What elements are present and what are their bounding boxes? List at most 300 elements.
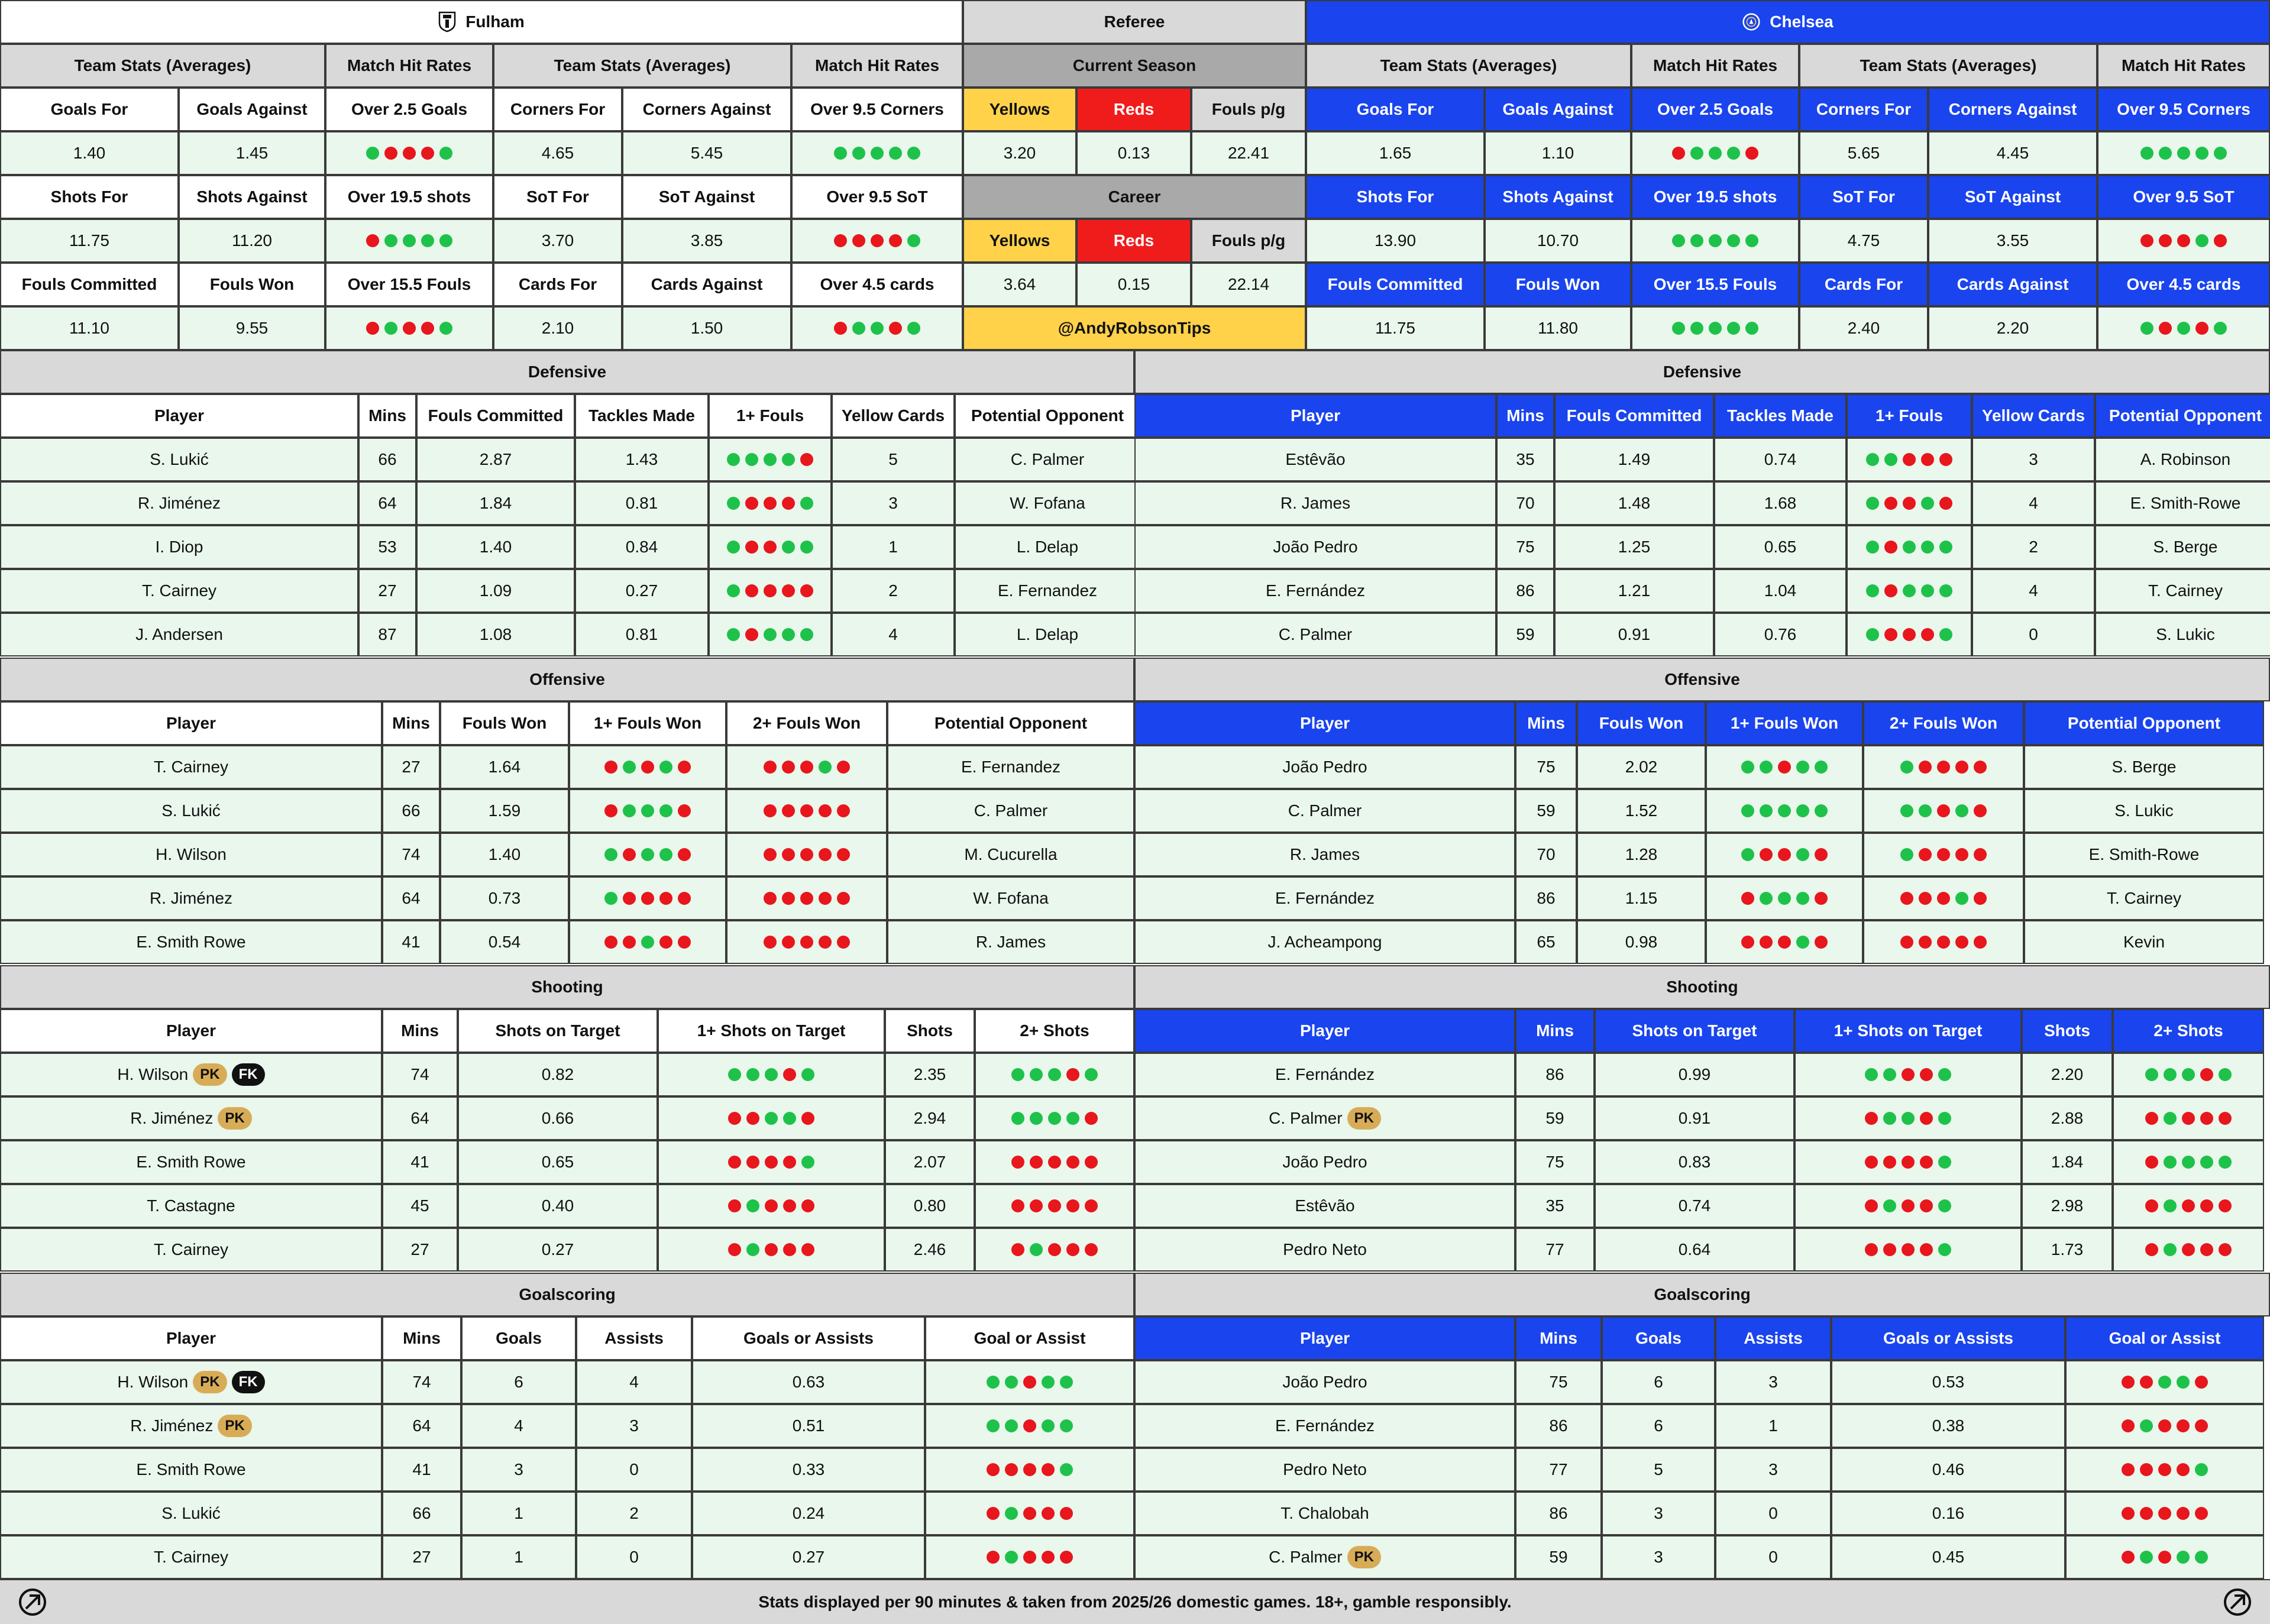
- table-cell: 4: [461, 1404, 576, 1448]
- hit-dot: [801, 1156, 814, 1169]
- hit-dot: [907, 234, 920, 247]
- miss-dot: [764, 497, 777, 510]
- table-cell: 1.40: [440, 833, 569, 876]
- table-cell: S. Lukic: [2095, 613, 2270, 656]
- hit-rate-dots: [2113, 1053, 2264, 1096]
- player-name: João Pedro: [1282, 1373, 1367, 1391]
- hit-dot: [2164, 1112, 2177, 1125]
- table-cell: 1.04: [1714, 569, 1847, 613]
- player-name: Pedro Neto: [1283, 1460, 1367, 1479]
- referee-current-value: 0.13: [1076, 131, 1191, 175]
- miss-dot: [2219, 1199, 2232, 1212]
- miss-dot: [783, 1068, 796, 1081]
- miss-dot: [837, 892, 850, 905]
- player-name: E. Fernández: [1275, 1065, 1375, 1083]
- miss-dot: [1974, 936, 1987, 949]
- hit-dot: [727, 541, 740, 554]
- miss-dot: [2122, 1463, 2135, 1476]
- miss-dot: [1060, 1507, 1073, 1520]
- table-cell: 2.88: [2022, 1096, 2113, 1140]
- player-name: E. Smith Rowe: [136, 1153, 246, 1171]
- table-cell: 0.81: [575, 481, 709, 525]
- table-cell: 0: [1715, 1492, 1831, 1535]
- free-kick-taker-badge: FK: [232, 1371, 265, 1393]
- hit-dot: [1866, 453, 1879, 466]
- miss-dot: [1085, 1243, 1098, 1256]
- column-header: Player: [1134, 394, 1496, 438]
- player-cell: S. Lukić: [0, 438, 358, 481]
- miss-dot: [1955, 936, 1968, 949]
- hit-rate-dots: [569, 789, 726, 833]
- table-cell: 41: [382, 1140, 458, 1184]
- stat-value: 11.10: [0, 306, 179, 350]
- miss-dot: [1023, 1507, 1036, 1520]
- hit-dot: [2140, 1551, 2153, 1564]
- footer-disclaimer: Stats displayed per 90 minutes & taken from 2025/26 domestic games. 18+, gamble responsibly.: [0, 1579, 2270, 1624]
- table-cell: 66: [382, 1492, 461, 1535]
- current-season-header: Current Season: [963, 44, 1306, 88]
- table-cell: 35: [1515, 1184, 1595, 1228]
- hit-dot: [1883, 1068, 1896, 1081]
- miss-dot: [746, 1156, 759, 1169]
- hit-dot: [834, 147, 847, 160]
- stat-label: SoT Against: [1928, 175, 2097, 219]
- stat-value: 2.40: [1799, 306, 1928, 350]
- hit-rate-dots: [1794, 1228, 2022, 1272]
- table-cell: 0.53: [1831, 1360, 2065, 1404]
- chelsea-crest-icon: [1742, 11, 1760, 33]
- table-cell: 1.59: [440, 789, 569, 833]
- miss-dot: [2219, 1112, 2232, 1125]
- table-cell: 1.08: [416, 613, 575, 656]
- hit-rate-dots: [569, 833, 726, 876]
- table-cell: M. Cucurella: [887, 833, 1134, 876]
- hit-rate-dots: [975, 1053, 1134, 1096]
- table-cell: 1.64: [440, 745, 569, 789]
- stat-value: 2.20: [1928, 306, 2097, 350]
- hit-dot: [765, 1068, 778, 1081]
- miss-dot: [1741, 892, 1754, 905]
- free-kick-taker-badge: FK: [232, 1063, 265, 1086]
- column-header: Goals: [461, 1316, 576, 1360]
- hit-dot: [1042, 1376, 1055, 1389]
- hit-dot: [1883, 1199, 1896, 1212]
- player-cell: [1134, 1053, 1515, 1096]
- table-cell: L. Delap: [955, 613, 1140, 656]
- column-header: Yellow Cards: [832, 394, 955, 438]
- table-cell: E. Smith-Rowe: [2095, 481, 2270, 525]
- miss-dot: [1066, 1243, 1079, 1256]
- hit-dot: [659, 804, 672, 817]
- miss-dot: [1955, 848, 1968, 861]
- hit-dot: [403, 234, 416, 247]
- hit-dot: [1796, 848, 1809, 861]
- table-cell: 4: [832, 613, 955, 656]
- player-cell: C. Palmer: [1134, 789, 1515, 833]
- kickoff-logo-icon: [18, 1587, 47, 1617]
- hit-rate-dots: [2113, 1140, 2264, 1184]
- referee-career-value: 22.14: [1191, 263, 1306, 306]
- miss-dot: [800, 584, 813, 597]
- table-cell: 70: [1496, 481, 1554, 525]
- stat-label: Goals For: [1306, 88, 1485, 131]
- referee-current-value: 22.41: [1191, 131, 1306, 175]
- defensive-section-title: Defensive: [1134, 350, 2270, 394]
- table-cell: 0.91: [1595, 1096, 1794, 1140]
- hit-dot: [746, 1068, 759, 1081]
- hit-rate-dots: [658, 1096, 885, 1140]
- hit-dot: [1866, 584, 1879, 597]
- hit-dot: [1866, 497, 1879, 510]
- miss-dot: [1937, 804, 1950, 817]
- player-cell: R. Jiménez: [0, 481, 358, 525]
- table-cell: Kevin: [2024, 920, 2264, 964]
- hit-dot: [384, 234, 397, 247]
- referee-header: Referee: [963, 0, 1306, 44]
- referee-career-label: Reds: [1076, 219, 1191, 263]
- miss-dot: [1884, 497, 1897, 510]
- hit-dot: [2195, 234, 2208, 247]
- stat-label: Over 19.5 shots: [325, 175, 493, 219]
- hit-dot: [782, 541, 795, 554]
- table-cell: 0.80: [885, 1184, 975, 1228]
- stat-value: 11.75: [1306, 306, 1485, 350]
- hit-dot: [2159, 147, 2172, 160]
- hit-rate-dots: [1847, 481, 1972, 525]
- column-header: Tackles Made: [1714, 394, 1847, 438]
- table-cell: 0.45: [1831, 1535, 2065, 1579]
- table-cell: 0.82: [458, 1053, 658, 1096]
- table-cell: 27: [382, 1535, 461, 1579]
- table-cell: 2: [1972, 525, 2095, 569]
- miss-dot: [1042, 1551, 1055, 1564]
- hit-dot: [1955, 804, 1968, 817]
- column-header: Potential Opponent: [2024, 701, 2264, 745]
- hit-rate-dots: [658, 1053, 885, 1096]
- hit-dot: [1955, 892, 1968, 905]
- miss-dot: [1815, 892, 1828, 905]
- miss-dot: [1815, 936, 1828, 949]
- column-header: Potential Opponent: [2095, 394, 2270, 438]
- team-stats-group-header: Match Hit Rates: [791, 44, 963, 88]
- miss-dot: [2122, 1376, 2135, 1389]
- hit-dot: [2145, 1068, 2158, 1081]
- stat-label: Over 9.5 Corners: [2097, 88, 2270, 131]
- miss-dot: [403, 322, 416, 335]
- hit-dot: [1741, 761, 1754, 774]
- miss-dot: [1920, 1112, 1933, 1125]
- miss-dot: [403, 147, 416, 160]
- player-cell: R. James: [1134, 833, 1515, 876]
- table-cell: 1.25: [1554, 525, 1714, 569]
- hit-rate-dots: [925, 1535, 1134, 1579]
- table-cell: E. Fernandez: [955, 569, 1140, 613]
- player-cell: R. James: [1134, 481, 1496, 525]
- table-cell: 2: [832, 569, 955, 613]
- table-cell: 59: [1515, 1535, 1602, 1579]
- miss-dot: [2195, 1376, 2208, 1389]
- column-header: Goal or Assist: [925, 1316, 1134, 1360]
- team-stats-group-header: Match Hit Rates: [1631, 44, 1799, 88]
- hit-dot: [727, 453, 740, 466]
- table-cell: 0: [1972, 613, 2095, 656]
- miss-dot: [837, 761, 850, 774]
- player-cell: I. Diop: [0, 525, 358, 569]
- penalty-taker-badge: PK: [193, 1371, 227, 1393]
- hit-dot: [987, 1376, 1000, 1389]
- miss-dot: [871, 234, 884, 247]
- hit-dot: [746, 1243, 759, 1256]
- stat-value: 13.90: [1306, 219, 1485, 263]
- hit-dot: [852, 147, 865, 160]
- miss-dot: [659, 936, 672, 949]
- column-header: Shots: [885, 1009, 975, 1053]
- column-header: 2+ Shots: [2113, 1009, 2264, 1053]
- stat-label: Goals For: [0, 88, 179, 131]
- column-header: 1+ Shots on Target: [658, 1009, 885, 1053]
- miss-dot: [678, 804, 691, 817]
- table-cell: E. Smith-Rowe: [2024, 833, 2264, 876]
- stat-label: Shots Against: [1485, 175, 1631, 219]
- table-cell: 0.64: [1595, 1228, 1794, 1272]
- table-cell: 3: [1972, 438, 2095, 481]
- miss-dot: [604, 761, 617, 774]
- table-cell: 0: [1715, 1535, 1831, 1579]
- hit-dot: [907, 147, 920, 160]
- hit-rate-dots: [1794, 1184, 2022, 1228]
- miss-dot: [987, 1507, 1000, 1520]
- player-cell: Estêvão: [1134, 438, 1496, 481]
- table-cell: 0.27: [575, 569, 709, 613]
- table-cell: 86: [1496, 569, 1554, 613]
- hit-dot: [1866, 541, 1879, 554]
- player-name: Pedro Neto: [1283, 1240, 1367, 1259]
- hit-rate-dots: [709, 525, 832, 569]
- stat-value: 1.10: [1485, 131, 1631, 175]
- player-name: T. Cairney: [153, 1548, 229, 1566]
- stat-value: 4.65: [493, 131, 622, 175]
- table-cell: 64: [382, 876, 440, 920]
- miss-dot: [1085, 1156, 1098, 1169]
- miss-dot: [745, 584, 758, 597]
- miss-dot: [837, 848, 850, 861]
- hit-rate-dots: [1863, 833, 2024, 876]
- table-cell: 1: [461, 1535, 576, 1579]
- player-name: E. Smith Rowe: [136, 1460, 246, 1479]
- miss-dot: [782, 848, 795, 861]
- miss-dot: [1919, 936, 1932, 949]
- column-header: 1+ Fouls Won: [569, 701, 726, 745]
- table-cell: 64: [382, 1096, 458, 1140]
- miss-dot: [2122, 1419, 2135, 1432]
- miss-dot: [1939, 497, 1952, 510]
- miss-dot: [1760, 936, 1773, 949]
- column-header: Potential Opponent: [955, 394, 1140, 438]
- miss-dot: [765, 1199, 778, 1212]
- column-header: 1+ Fouls: [1847, 394, 1972, 438]
- miss-dot: [366, 322, 379, 335]
- column-header: Goals: [1602, 1316, 1715, 1360]
- miss-dot: [1919, 761, 1932, 774]
- hit-rate-dots: [1631, 306, 1799, 350]
- hit-dot: [641, 804, 654, 817]
- hit-rate-dots: [1794, 1096, 2022, 1140]
- table-cell: 1.84: [2022, 1140, 2113, 1184]
- miss-dot: [889, 234, 902, 247]
- hit-dot: [2182, 1068, 2195, 1081]
- stat-label: Fouls Won: [179, 263, 325, 306]
- table-cell: 86: [1515, 1492, 1602, 1535]
- hit-dot: [1884, 453, 1897, 466]
- penalty-taker-badge: PK: [1347, 1546, 1381, 1568]
- table-cell: 1.28: [1577, 833, 1706, 876]
- miss-dot: [2195, 1419, 2208, 1432]
- hit-dot: [800, 541, 813, 554]
- player-name: T. Chalobah: [1280, 1504, 1369, 1522]
- table-cell: C. Palmer: [887, 789, 1134, 833]
- miss-dot: [852, 234, 865, 247]
- player-cell: [0, 1448, 382, 1492]
- stat-label: Corners For: [1799, 88, 1928, 131]
- stat-label: SoT Against: [622, 175, 791, 219]
- table-cell: 0.66: [458, 1096, 658, 1140]
- miss-dot: [765, 1156, 778, 1169]
- miss-dot: [1919, 892, 1932, 905]
- miss-dot: [1741, 936, 1754, 949]
- hit-dot: [1005, 1551, 1018, 1564]
- table-cell: 3: [1602, 1535, 1715, 1579]
- player-cell: J. Acheampong: [1134, 920, 1515, 964]
- miss-dot: [800, 892, 813, 905]
- table-cell: 0.38: [1831, 1404, 2065, 1448]
- table-cell: 3: [832, 481, 955, 525]
- hit-dot: [1030, 1112, 1043, 1125]
- miss-dot: [800, 804, 813, 817]
- hit-dot: [801, 1068, 814, 1081]
- hit-rate-dots: [1706, 876, 1863, 920]
- miss-dot: [1900, 936, 1913, 949]
- hit-dot: [1066, 1112, 1079, 1125]
- referee-career-label: Yellows: [963, 219, 1076, 263]
- table-cell: W. Fofana: [887, 876, 1134, 920]
- player-cell: [0, 1053, 382, 1096]
- column-header: Mins: [358, 394, 416, 438]
- hit-dot: [1939, 584, 1952, 597]
- column-header: Shots on Target: [458, 1009, 658, 1053]
- miss-dot: [1903, 628, 1916, 641]
- hit-dot: [1005, 1376, 1018, 1389]
- hit-rate-dots: [2113, 1228, 2264, 1272]
- hit-dot: [764, 628, 777, 641]
- stat-value: 2.10: [493, 306, 622, 350]
- hit-rate-dots: [726, 833, 887, 876]
- hit-dot: [782, 628, 795, 641]
- hit-rate-dots: [726, 745, 887, 789]
- table-cell: 2.20: [2022, 1053, 2113, 1096]
- miss-dot: [819, 936, 832, 949]
- table-cell: 5: [1602, 1448, 1715, 1492]
- hit-dot: [1727, 322, 1740, 335]
- player-name: S. Lukić: [161, 1504, 221, 1522]
- table-cell: 1.09: [416, 569, 575, 613]
- hit-dot: [1938, 1199, 1951, 1212]
- hit-dot: [2200, 1156, 2213, 1169]
- table-cell: 2.46: [885, 1228, 975, 1272]
- player-name: T. Cairney: [153, 1240, 229, 1259]
- player-cell: [0, 1535, 382, 1579]
- miss-dot: [1921, 628, 1934, 641]
- table-cell: 45: [382, 1184, 458, 1228]
- hit-dot: [1939, 541, 1952, 554]
- hit-rate-dots: [1863, 920, 2024, 964]
- player-cell: [1134, 1404, 1515, 1448]
- miss-dot: [782, 892, 795, 905]
- table-cell: 0.54: [440, 920, 569, 964]
- table-cell: 0.84: [575, 525, 709, 569]
- miss-dot: [1884, 628, 1897, 641]
- stat-value: 3.70: [493, 219, 622, 263]
- miss-dot: [782, 804, 795, 817]
- miss-dot: [1903, 453, 1916, 466]
- miss-dot: [2182, 1199, 2195, 1212]
- miss-dot: [2195, 322, 2208, 335]
- hit-rate-dots: [2065, 1535, 2264, 1579]
- column-header: 1+ Shots on Target: [1794, 1009, 2022, 1053]
- table-cell: T. Cairney: [2024, 876, 2264, 920]
- stat-label: Cards For: [493, 263, 622, 306]
- table-cell: 3: [576, 1404, 692, 1448]
- hit-dot: [623, 804, 636, 817]
- miss-dot: [987, 1551, 1000, 1564]
- table-cell: 0.27: [458, 1228, 658, 1272]
- miss-dot: [1011, 1156, 1024, 1169]
- stat-label: Over 9.5 SoT: [791, 175, 963, 219]
- column-header: 1+ Fouls: [709, 394, 832, 438]
- player-name: H. Wilson: [117, 1373, 189, 1391]
- hit-rate-dots: [2097, 306, 2270, 350]
- table-cell: 64: [382, 1404, 461, 1448]
- hit-dot: [871, 147, 884, 160]
- miss-dot: [801, 1112, 814, 1125]
- miss-dot: [1778, 761, 1791, 774]
- hit-rate-dots: [1847, 438, 1972, 481]
- player-cell: R. Jiménez: [0, 876, 382, 920]
- table-cell: 0.33: [692, 1448, 925, 1492]
- table-cell: 2.07: [885, 1140, 975, 1184]
- miss-dot: [1974, 761, 1987, 774]
- hit-rate-dots: [569, 920, 726, 964]
- stat-value: 5.45: [622, 131, 791, 175]
- hit-dot: [659, 761, 672, 774]
- miss-dot: [1865, 1199, 1878, 1212]
- hit-dot: [2158, 1376, 2171, 1389]
- table-cell: 1: [832, 525, 955, 569]
- player-cell: [1134, 1492, 1515, 1535]
- hit-dot: [1883, 1112, 1896, 1125]
- hit-dot: [800, 497, 813, 510]
- miss-dot: [1815, 848, 1828, 861]
- hit-dot: [2177, 147, 2190, 160]
- table-cell: 0.81: [575, 613, 709, 656]
- hit-rate-dots: [925, 1492, 1134, 1535]
- miss-dot: [800, 936, 813, 949]
- miss-dot: [2177, 234, 2190, 247]
- miss-dot: [1023, 1419, 1036, 1432]
- table-cell: 53: [358, 525, 416, 569]
- shooting-section-title: Shooting: [0, 965, 1134, 1009]
- miss-dot: [623, 848, 636, 861]
- hit-rate-dots: [1631, 131, 1799, 175]
